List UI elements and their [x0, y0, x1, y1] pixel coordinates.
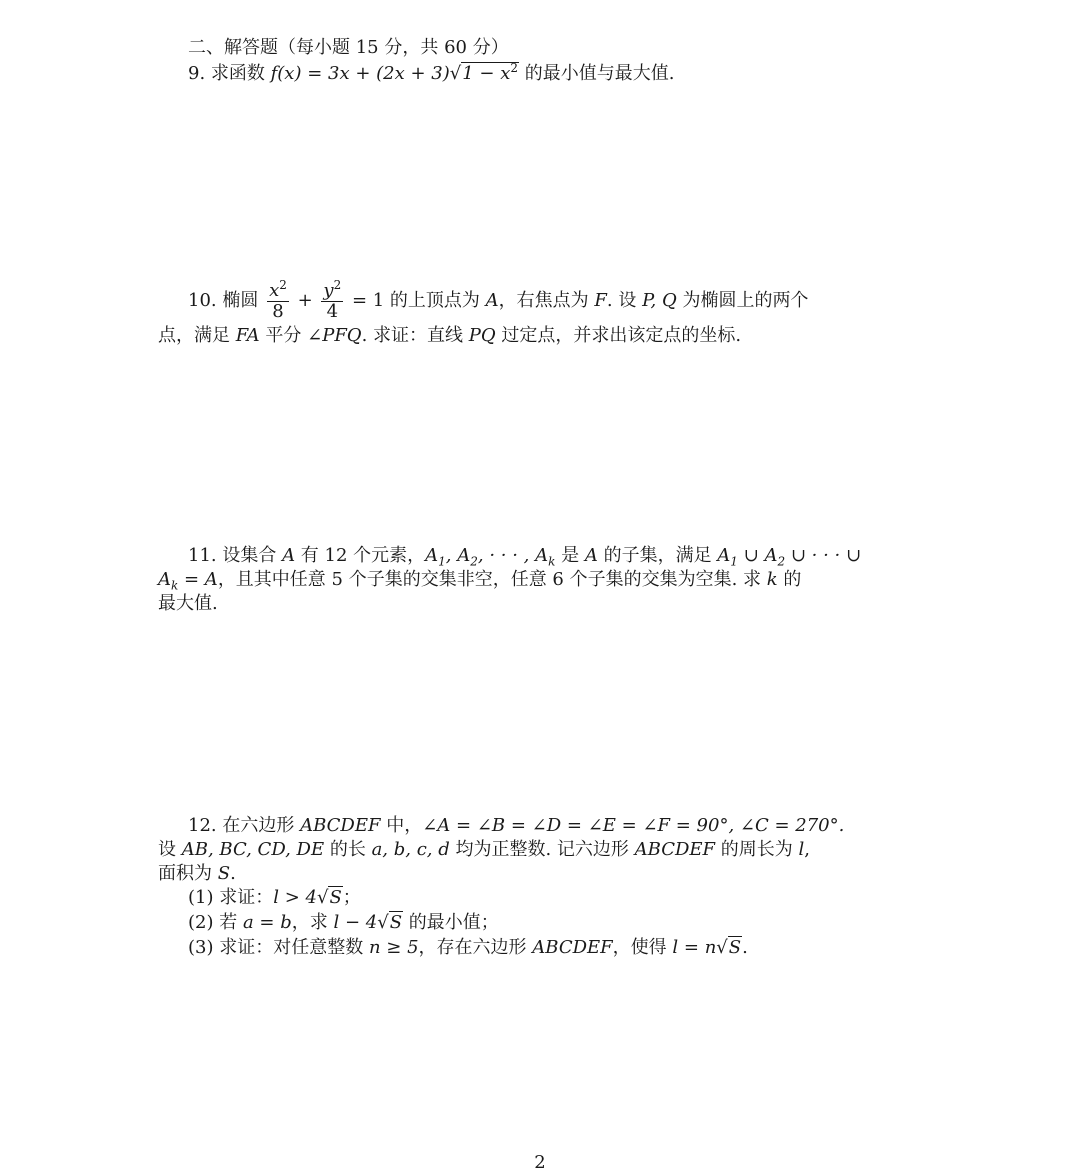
fraction-y2-over-4: $\frac{y^2}{4}$ — [323, 277, 342, 322]
problem-12-line-3: 面积为 S. — [158, 863, 236, 884]
union-expression: $A_1$ ∪ $A_2$ ∪ · · · ∪ — [717, 545, 862, 569]
problem-11-line-1: 11. 设集合 A 有 12 个元素，$A_1$, $A_2$, · · · , $A_k$ 是 A 的子集，满足 $A_1$ ∪ $A_2$ ∪ · · · ∪ — [188, 545, 862, 569]
sqrt-expression: $√1 - x^2$ — [449, 61, 519, 84]
problem-11-line-3: 最大值. — [158, 593, 218, 614]
problem-10-line-1: 10. 椭圆 $\frac{x^2}{8}$ + $\frac{y^2}{4}$ = 1 的上顶点为 A，右焦点为 F. 设 P, Q 为椭圆上的两个 — [188, 277, 809, 322]
problem-12-part-3: (3) 求证：对任意整数 n ≥ 5，存在六边形 ABCDEF，使得 l = n√S. — [188, 937, 748, 958]
problem-11-line-2: $A_k = A$，且其中任意 5 个子集的交集非空，任意 6 个子集的交集为空集. 求 k 的 — [158, 569, 802, 593]
subset-list: $A_1$, $A_2$, · · · , $A_k$ — [425, 545, 556, 569]
problem-12-line-1: 12. 在六边形 ABCDEF 中，∠A = ∠B = ∠D = ∠E = ∠F = 90°, ∠C = 270°. — [188, 815, 845, 836]
problem-12-line-2: 设 AB, BC, CD, DE 的长 a, b, c, d 均为正整数. 记六边形 ABCDEF 的周长为 l, — [158, 839, 811, 860]
page-number: 2 — [534, 1152, 546, 1173]
problem-9: 9. 求函数 $f(x) = 3x + (2x + 3)√1 - x^2$ 的最小值与最大值. — [188, 61, 675, 84]
fraction-x2-over-8: $\frac{x^2}{8}$ — [269, 277, 287, 322]
problem-12-part-2: (2) 若 a = b，求 l − 4√S 的最小值； — [188, 912, 499, 933]
section-title: 二、解答题（每小题 15 分，共 60 分） — [188, 37, 509, 58]
problem-12-part-1: (1) 求证：l > 4√S； — [188, 887, 361, 908]
problem-10-line-2: 点，满足 FA 平分 ∠PFQ. 求证：直线 PQ 过定点，并求出该定点的坐标. — [158, 325, 742, 346]
